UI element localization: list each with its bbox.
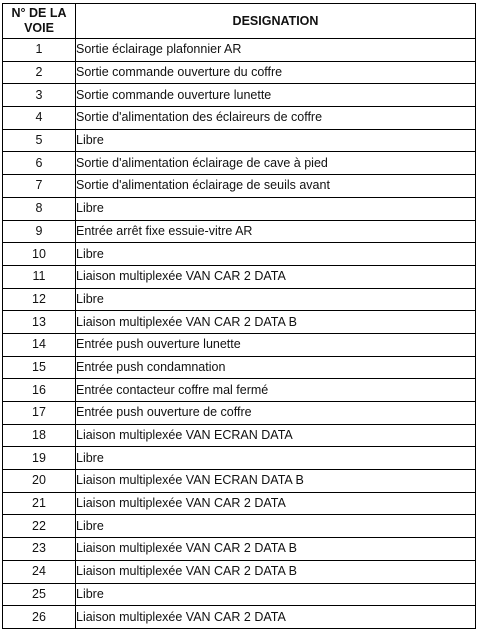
pin-number-cell: 12 [3,288,76,311]
table-row [3,61,476,84]
designation-cell: Libre [76,197,476,220]
table-row [3,538,476,561]
table-row [3,152,476,175]
pin-number-cell: 26 [3,606,76,629]
pin-number-cell: 9 [3,220,76,243]
table-row [3,243,476,266]
table-row [3,84,476,107]
pin-number-cell: 2 [3,61,76,84]
designation-cell: Libre [76,515,476,538]
header-pin-number: N° DE LA VOIE [3,4,76,39]
pin-number-cell: 23 [3,538,76,561]
designation-cell: Sortie d'alimentation éclairage de cave à pied [76,152,476,175]
pin-number-cell: 1 [3,39,76,62]
pin-number-cell: 16 [3,379,76,402]
table-body [3,39,476,629]
table-row [3,129,476,152]
designation-cell: Liaison multiplexée VAN CAR 2 DATA [76,492,476,515]
pin-number-cell: 14 [3,333,76,356]
table-row [3,583,476,606]
designation-cell: Liaison multiplexée VAN CAR 2 DATA B [76,538,476,561]
table-row [3,470,476,493]
pin-number-cell: 17 [3,402,76,425]
designation-cell: Libre [76,447,476,470]
table-row [3,175,476,198]
table-row [3,220,476,243]
header-designation: DESIGNATION [76,4,476,39]
pin-number-cell: 3 [3,84,76,107]
pin-number-cell: 19 [3,447,76,470]
pin-number-cell: 11 [3,265,76,288]
designation-cell: Liaison multiplexée VAN ECRAN DATA B [76,470,476,493]
pin-number-cell: 25 [3,583,76,606]
pin-number-cell: 20 [3,470,76,493]
pin-number-cell: 15 [3,356,76,379]
table-row [3,447,476,470]
table-row [3,356,476,379]
designation-cell: Sortie éclairage plafonnier AR [76,39,476,62]
table-row [3,311,476,334]
designation-cell: Entrée push ouverture lunette [76,333,476,356]
table-row [3,265,476,288]
table-row [3,379,476,402]
pin-number-cell: 21 [3,492,76,515]
designation-cell: Liaison multiplexée VAN CAR 2 DATA B [76,311,476,334]
table-row [3,288,476,311]
designation-cell: Entrée push ouverture de coffre [76,402,476,425]
table-row [3,560,476,583]
table-row [3,333,476,356]
pin-number-cell: 13 [3,311,76,334]
designation-cell: Sortie commande ouverture du coffre [76,61,476,84]
designation-cell: Entrée arrêt fixe essuie-vitre AR [76,220,476,243]
table-row [3,107,476,130]
table-header-row [3,4,476,39]
table-row [3,197,476,220]
designation-cell: Sortie commande ouverture lunette [76,84,476,107]
pin-number-cell: 8 [3,197,76,220]
table-row [3,515,476,538]
designation-cell: Entrée contacteur coffre mal fermé [76,379,476,402]
table-row [3,492,476,515]
designation-cell: Liaison multiplexée VAN CAR 2 DATA B [76,560,476,583]
pin-number-cell: 5 [3,129,76,152]
table-row [3,39,476,62]
designation-cell: Sortie d'alimentation éclairage de seuils avant [76,175,476,198]
designation-cell: Liaison multiplexée VAN CAR 2 DATA [76,606,476,629]
pin-number-cell: 10 [3,243,76,266]
pin-number-cell: 6 [3,152,76,175]
designation-cell: Liaison multiplexée VAN ECRAN DATA [76,424,476,447]
designation-cell: Entrée push condamnation [76,356,476,379]
designation-cell: Libre [76,129,476,152]
table-row [3,402,476,425]
designation-cell: Libre [76,243,476,266]
pin-number-cell: 7 [3,175,76,198]
designation-cell: Sortie d'alimentation des éclaireurs de coffre [76,107,476,130]
pin-number-cell: 22 [3,515,76,538]
designation-cell: Libre [76,583,476,606]
table-row [3,424,476,447]
pin-number-cell: 24 [3,560,76,583]
pin-number-cell: 4 [3,107,76,130]
designation-cell: Liaison multiplexée VAN CAR 2 DATA [76,265,476,288]
designation-cell: Libre [76,288,476,311]
table-row [3,606,476,629]
pin-assignment-table [2,3,476,629]
pin-number-cell: 18 [3,424,76,447]
